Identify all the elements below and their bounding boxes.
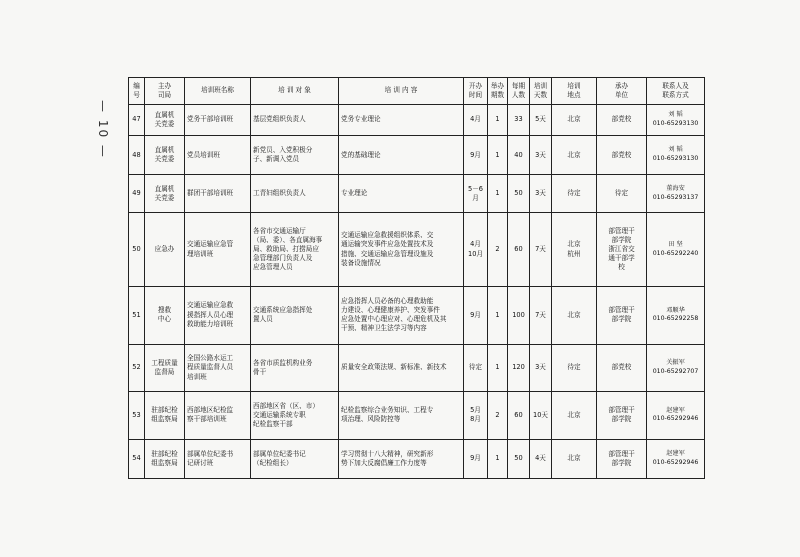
table-row: [129, 344, 705, 392]
contact-info-cell: 赵建军 010-65292946: [647, 439, 705, 478]
training-location-cell: 北京 杭州: [552, 213, 597, 286]
column-header: 编号: [129, 78, 145, 105]
column-header: 培训 地点: [552, 78, 597, 105]
page-number: — 10 —: [96, 100, 110, 159]
session-count-cell: 2: [488, 392, 508, 440]
row-number-cell: 48: [129, 135, 145, 174]
organizer-unit-cell: 部管理干 部学院 浙江省交 通干部学 校: [597, 213, 647, 286]
contact-info-cell: 赵建军 010-65292946: [647, 392, 705, 440]
contact-info-cell: 董海安 010-65293137: [647, 175, 705, 213]
training-content-cell: 交通运输应急救援组织体系、交 通运输突发事件应急处置技术及 措施、交通运输应急管理设施及 装备设施情况: [339, 213, 464, 286]
training-location-cell: 待定: [552, 175, 597, 213]
training-content-cell: 党务专业理论: [339, 105, 464, 136]
training-location-cell: 北京: [552, 439, 597, 478]
people-per-session-cell: 40: [508, 135, 530, 174]
training-target-cell: 交通系统应急指挥处 置人员: [251, 286, 339, 344]
column-header: 举办 期数: [488, 78, 508, 105]
training-location-cell: 北京: [552, 392, 597, 440]
people-per-session-cell: 50: [508, 175, 530, 213]
course-name-cell: 交通运输应急救 援指挥人员心理 救助能力培训班: [185, 286, 251, 344]
start-time-cell: 9月: [464, 135, 488, 174]
training-target-cell: 工青妇组织负责人: [251, 175, 339, 213]
host-department-cell: 直属机 关党委: [145, 175, 185, 213]
organizer-unit-cell: 部党校: [597, 344, 647, 392]
training-content-cell: 质量安全政策法规、新标准、新技术: [339, 344, 464, 392]
people-per-session-cell: 60: [508, 392, 530, 440]
training-target-cell: 西部地区省（区、市） 交通运输系统专职 纪检监察干部: [251, 392, 339, 440]
course-name-cell: 群团干部培训班: [185, 175, 251, 213]
course-name-cell: 西部地区纪检监 察干部培训班: [185, 392, 251, 440]
table-header-row: [129, 78, 705, 105]
session-count-cell: 1: [488, 105, 508, 136]
people-per-session-cell: 120: [508, 344, 530, 392]
column-header: 联系人及 联系方式: [647, 78, 705, 105]
course-name-cell: 交通运输应急管 理培训班: [185, 213, 251, 286]
table-row: [129, 105, 705, 136]
session-count-cell: 1: [488, 439, 508, 478]
row-number-cell: 47: [129, 105, 145, 136]
training-days-cell: 5天: [530, 105, 552, 136]
table-row: [129, 213, 705, 286]
training-days-cell: 7天: [530, 213, 552, 286]
training-days-cell: 10天: [530, 392, 552, 440]
training-content-cell: 应急指挥人员必备的心理救助能 力建设、心理健康养护、突发事件 应急处置中心理应对、心理危机及其 干预、精神卫生法学习等内容: [339, 286, 464, 344]
people-per-session-cell: 60: [508, 213, 530, 286]
column-header: 培训 天数: [530, 78, 552, 105]
row-number-cell: 51: [129, 286, 145, 344]
organizer-unit-cell: 待定: [597, 175, 647, 213]
organizer-unit-cell: 部党校: [597, 135, 647, 174]
training-location-cell: 北京: [552, 286, 597, 344]
row-number-cell: 52: [129, 344, 145, 392]
training-target-cell: 各省市交通运输厅 （局、委）、各直属海事 局、救助局、打捞局应 急管理部门负责人及 应急管理人员: [251, 213, 339, 286]
start-time-cell: 9月: [464, 286, 488, 344]
training-target-cell: 新党员、入党积极分 子、新调入党员: [251, 135, 339, 174]
organizer-unit-cell: 部管理干 部学院: [597, 286, 647, 344]
training-days-cell: 3天: [530, 344, 552, 392]
start-time-cell: 5月 8月: [464, 392, 488, 440]
organizer-unit-cell: 部党校: [597, 105, 647, 136]
training-target-cell: 各省市质监机构业务 骨干: [251, 344, 339, 392]
training-days-cell: 7天: [530, 286, 552, 344]
start-time-cell: 待定: [464, 344, 488, 392]
table-row: [129, 175, 705, 213]
column-header: 培训班名称: [185, 78, 251, 105]
row-number-cell: 54: [129, 439, 145, 478]
session-count-cell: 1: [488, 175, 508, 213]
training-days-cell: 3天: [530, 135, 552, 174]
start-time-cell: 9月: [464, 439, 488, 478]
course-name-cell: 党员培训班: [185, 135, 251, 174]
training-location-cell: 北京: [552, 105, 597, 136]
host-department-cell: 工程质量 监督局: [145, 344, 185, 392]
training-plan-table: [128, 77, 705, 479]
course-name-cell: 党务干部培训班: [185, 105, 251, 136]
training-content-cell: 纪检监察综合业务知识、工程专 项治理、风险防控等: [339, 392, 464, 440]
course-name-cell: 全国公路水运工 程质量监督人员 培训班: [185, 344, 251, 392]
training-days-cell: 3天: [530, 175, 552, 213]
people-per-session-cell: 50: [508, 439, 530, 478]
people-per-session-cell: 33: [508, 105, 530, 136]
training-target-cell: 部属单位纪委书记 （纪检组长）: [251, 439, 339, 478]
host-department-cell: 驻部纪检 组监察局: [145, 392, 185, 440]
host-department-cell: 直属机 关党委: [145, 135, 185, 174]
session-count-cell: 1: [488, 286, 508, 344]
row-number-cell: 49: [129, 175, 145, 213]
contact-info-cell: 刘 韬 010-65293130: [647, 105, 705, 136]
host-department-cell: 应急办: [145, 213, 185, 286]
organizer-unit-cell: 部管理干 部学院: [597, 392, 647, 440]
organizer-unit-cell: 部管理干 部学院: [597, 439, 647, 478]
people-per-session-cell: 100: [508, 286, 530, 344]
host-department-cell: 搜救 中心: [145, 286, 185, 344]
row-number-cell: 53: [129, 392, 145, 440]
course-name-cell: 部属单位纪委书 记研讨班: [185, 439, 251, 478]
column-header: 培 训 对 象: [251, 78, 339, 105]
start-time-cell: 4月: [464, 105, 488, 136]
contact-info-cell: 田 坚 010-65292240: [647, 213, 705, 286]
contact-info-cell: 刘 韬 010-65293130: [647, 135, 705, 174]
column-header: 每期 人数: [508, 78, 530, 105]
column-header: 承办 单位: [597, 78, 647, 105]
session-count-cell: 1: [488, 344, 508, 392]
training-location-cell: 北京: [552, 135, 597, 174]
contact-info-cell: 关振军 010-65292707: [647, 344, 705, 392]
host-department-cell: 驻部纪检 组监察局: [145, 439, 185, 478]
column-header: 主办 司局: [145, 78, 185, 105]
training-days-cell: 4天: [530, 439, 552, 478]
column-header: 培 训 内 容: [339, 78, 464, 105]
start-time-cell: 4月 10月: [464, 213, 488, 286]
table-row: [129, 392, 705, 440]
training-content-cell: 专业理论: [339, 175, 464, 213]
start-time-cell: 5－6 月: [464, 175, 488, 213]
table-body: [129, 105, 705, 479]
host-department-cell: 直属机 关党委: [145, 105, 185, 136]
contact-info-cell: 邓顺华 010-65292258: [647, 286, 705, 344]
training-content-cell: 党的基础理论: [339, 135, 464, 174]
column-header: 开办 时间: [464, 78, 488, 105]
training-target-cell: 基层党组织负责人: [251, 105, 339, 136]
training-content-cell: 学习贯彻十八大精神，研究新形 势下加大反腐倡廉工作力度等: [339, 439, 464, 478]
table-row: [129, 286, 705, 344]
row-number-cell: 50: [129, 213, 145, 286]
table-row: [129, 439, 705, 478]
table-row: [129, 135, 705, 174]
training-location-cell: 待定: [552, 344, 597, 392]
session-count-cell: 1: [488, 135, 508, 174]
session-count-cell: 2: [488, 213, 508, 286]
